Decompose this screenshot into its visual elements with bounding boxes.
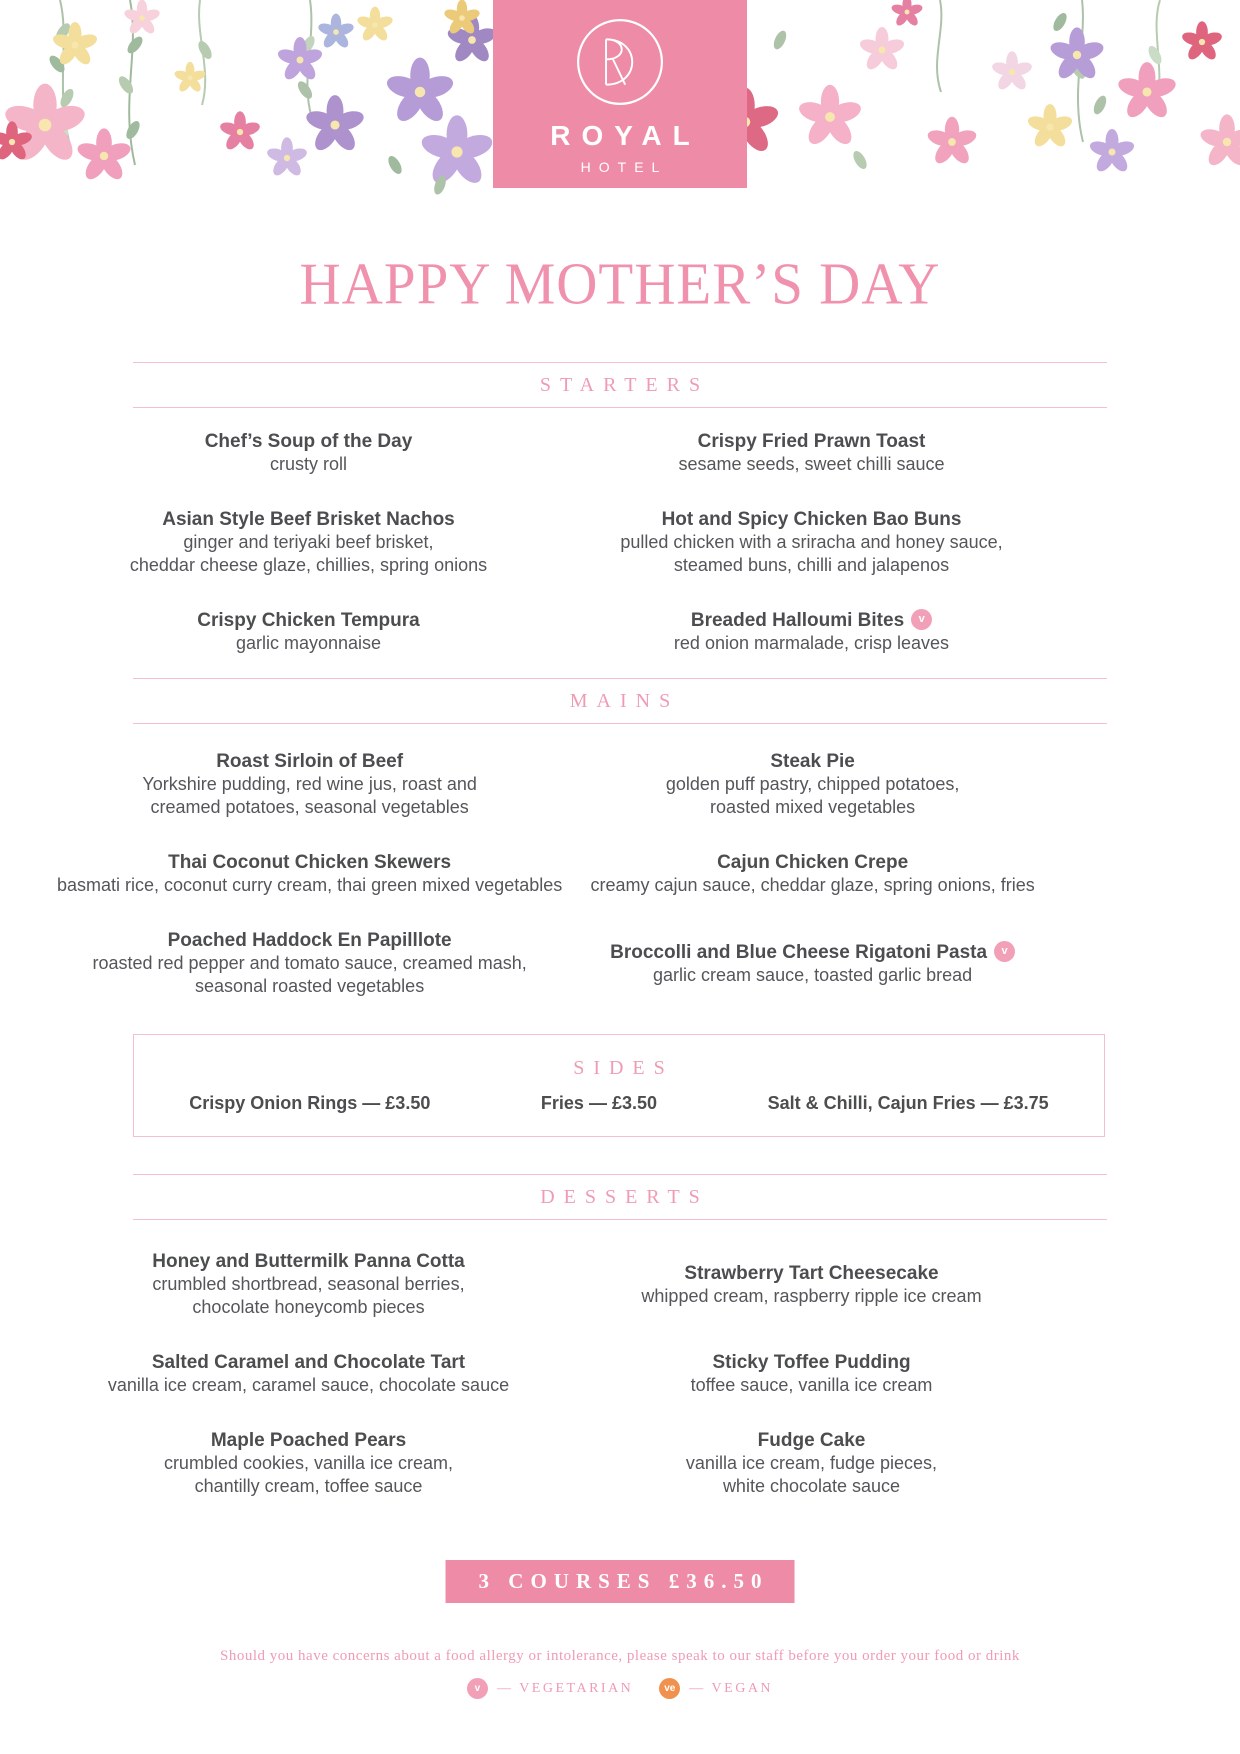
menu-item-title: Thai Coconut Chicken Skewers [168,852,452,873]
brand-name: ROYAL [550,119,701,151]
menu-item-desc: vanilla ice cream, fudge pieces, white chocolate sauce [685,1453,938,1496]
menu-item [57,1250,560,1319]
menu-item-desc: red onion marmalade, crisp leaves [673,633,950,653]
menu-item-desc: Yorkshire pudding, red wine jus, roast and creamed potatoes, seasonal vegetables [142,774,477,817]
section-label: SIDES [573,1057,674,1079]
menu-item [57,430,560,476]
menu-item [560,1351,1063,1397]
section-header-desserts [133,1174,1107,1220]
sides-box [133,1034,1105,1137]
menu-item-title: Poached Haddock En Papilllote [167,930,452,951]
menu-item-title: Roast Sirloin of Beef [216,751,404,772]
vegetarian-badge: v [911,609,932,630]
menu-item-desc: ginger and teriyaki beef brisket, cheddar cheese glaze, chillies, spring onions [129,532,488,575]
section-label: STARTERS [539,373,710,396]
legend-vegetarian [467,1678,633,1699]
menu-item-desc: whipped cream, raspberry ripple ice cream [641,1285,982,1306]
page-title: HAPPY MOTHER’S DAY [299,251,941,318]
mains-grid [57,750,1063,998]
sides-items [134,1093,1104,1114]
menu-item [562,750,1063,819]
vegetarian-badge: v [994,941,1015,962]
menu-item-desc: toffee sauce, vanilla ice cream [690,1375,933,1395]
menu-item [562,941,1063,987]
menu-item-title: Steak Pie [770,751,855,772]
menu-item-desc: crumbled cookies, vanilla ice cream, chantilly cream, toffee sauce [163,1453,454,1496]
brand-subtitle: HOTEL [580,158,668,175]
menu-item-desc: basmati rice, coconut curry cream, thai green mixed vegetables [57,875,563,895]
legend-label: — VEGETARIAN [496,1680,634,1696]
menu-item-title: Sticky Toffee Pudding [712,1352,911,1373]
menu-item [57,1429,560,1498]
menu-item [57,1351,560,1397]
desserts-grid [57,1250,1063,1498]
menu-item-title: Chef’s Soup of the Day [204,431,413,452]
legend-label: — VEGAN [689,1680,774,1696]
menu-item-desc: crumbled shortbread, seasonal berries, chocolate honeycomb pieces [152,1274,465,1317]
price-banner: 3 COURSES £36.50 [446,1560,795,1603]
hotel-logo-box [493,0,747,188]
menu-item [560,1429,1063,1498]
menu-item-title: Fudge Cake [757,1430,866,1451]
royal-hotel-monogram-icon [572,14,668,110]
dietary-legend [0,1678,1240,1699]
vegetarian-badge: v [467,1678,488,1699]
side-item: Salt & Chilli, Cajun Fries — £3.75 [767,1093,1049,1113]
side-item: Crispy Onion Rings — £3.50 [189,1093,431,1113]
section-header-mains [133,678,1107,724]
section-header-starters [133,362,1107,408]
menu-item-title: Asian Style Beef Brisket Nachos [162,509,455,530]
menu-item-desc: crusty roll [269,454,347,474]
menu-item-title: Salted Caramel and Chocolate Tart [151,1352,466,1373]
menu-item [560,508,1063,577]
menu-item-desc: garlic cream sauce, toasted garlic bread [653,964,973,985]
menu-item-title: Crispy Fried Prawn Toast [697,431,926,452]
menu-item-desc: sesame seeds, sweet chilli sauce [678,454,945,474]
menu-item [57,750,562,819]
menu-item [57,609,560,655]
menu-item-title: Broccolli and Blue Cheese Rigatoni Pasta v [562,941,1063,964]
section-label: MAINS [569,689,680,712]
menu-item-desc: roasted red pepper and tomato sauce, creamed mash, seasonal roasted vegetables [92,953,527,996]
side-item: Fries — £3.50 [540,1093,657,1113]
menu-item-desc: vanilla ice cream, caramel sauce, chocolate sauce [107,1375,510,1395]
menu-item-desc: golden puff pastry, chipped potatoes, roasted mixed vegetables [665,774,960,817]
menu-item-title: Maple Poached Pears [210,1430,407,1451]
menu-item [560,609,1063,655]
menu-item-desc: creamy cajun sauce, cheddar glaze, spring onions, fries [590,875,1035,895]
starters-grid [57,430,1063,655]
menu-item [57,929,562,998]
menu-item-title: Breaded Halloumi Bites v [560,609,1063,632]
allergy-note: Should you have concerns about a food allergy or intolerance, please speak to our staff before you order your food or drink [220,1648,1020,1664]
menu-item [57,508,560,577]
vegan-badge: ve [659,1678,680,1699]
legend-vegan [659,1678,773,1699]
menu-item-title: Strawberry Tart Cheesecake [684,1262,939,1284]
menu-item-title: Cajun Chicken Crepe [717,852,909,873]
menu-item [560,430,1063,476]
menu-item-title: Honey and Buttermilk Panna Cotta [152,1251,465,1272]
menu-item-desc: pulled chicken with a sriracha and honey sauce, steamed buns, chilli and jalapenos [620,532,1003,575]
menu-item-title: Hot and Spicy Chicken Bao Buns [661,509,962,530]
menu-item-title: Crispy Chicken Tempura [197,610,420,631]
menu-item [560,1262,1063,1308]
section-label: DESSERTS [540,1185,709,1208]
menu-item [562,851,1063,897]
menu-item-desc: garlic mayonnaise [235,633,382,653]
menu-item [57,851,562,897]
